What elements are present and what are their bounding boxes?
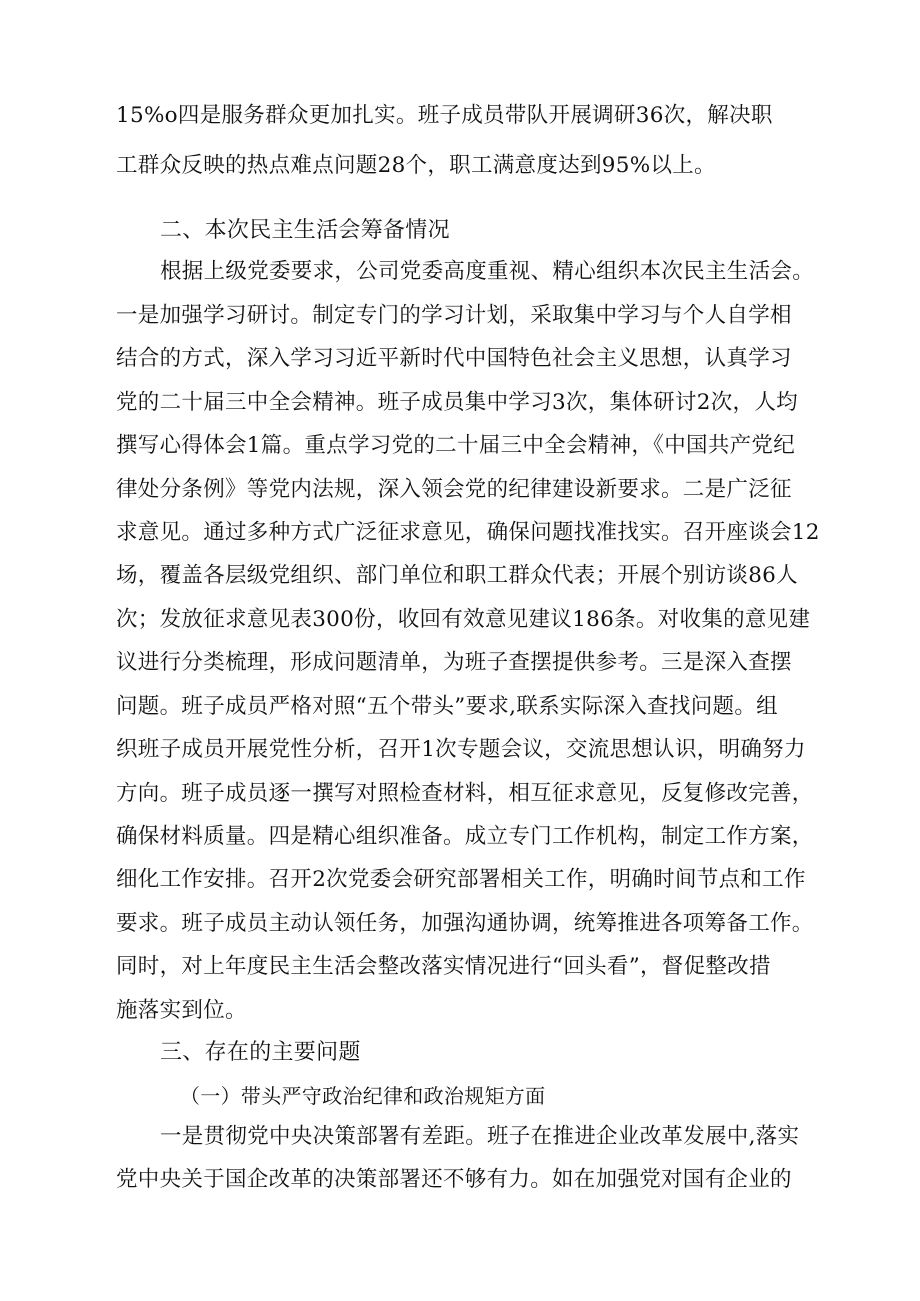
subsection-heading: （一）带头严守政治纪律和政治规矩方面 (180, 1084, 546, 1108)
text-line: 求意见。通过多种方式广泛征求意见，确保问题找准找实。召开座谈会12 (116, 520, 820, 545)
text-line: 次；发放征求意见表300份，收回有效意见建议186条。对收集的意见建 (116, 607, 811, 632)
section-heading-3: 三、存在的主要问题 (160, 1040, 361, 1065)
text-line: 要求。班子成员主动认领任务，加强沟通协调，统筹推进各项筹备工作。 (116, 911, 814, 936)
text-line: 一是加强学习研讨。制定专门的学习计划，采取集中学习与个人自学相 (116, 303, 792, 328)
text-line: 同时，对上年度民主生活会整改落实情况进行“回头看”，督促整改措 (116, 954, 771, 979)
text-line: 撰写心得体会1篇。重点学习党的二十届三中全会精神，《中国共产党纪 (116, 433, 796, 458)
text-line: 党中央关于国企改革的决策部署还不够有力。如在加强党对国有企业的 (116, 1167, 792, 1192)
text-line: 细化工作安排。召开2次党委会研究部署相关工作，明确时间节点和工作 (116, 867, 806, 892)
text-line: 结合的方式，深入学习习近平新时代中国特色社会主义思想，认真学习 (116, 346, 792, 371)
text-line: 律处分条例》等党内法规，深入领会党的纪律建设新要求。二是广泛征 (116, 477, 792, 502)
text-line: 确保材料质量。四是精心组织准备。成立专门工作机构，制定工作方案， (116, 824, 814, 849)
text-line: 施落实到位。 (116, 998, 247, 1023)
text-line: 一是贯彻党中央决策部署有差距。班子在推进企业改革发展中,落实 (160, 1124, 800, 1149)
text-line: 场，覆盖各层级党组织、部门单位和职工群众代表；开展个别访谈86人 (116, 563, 798, 588)
text-line: 议进行分类梳理，形成问题清单，为班子查摆提供参考。三是深入查摆 (116, 650, 792, 675)
text-line: 问题。班子成员严格对照“五个带头”要求,联系实际深入查找问题。组 (116, 694, 778, 719)
text-line: 工群众反映的热点难点问题28个，职工满意度达到95%以上。 (116, 153, 716, 178)
section-heading-2: 二、本次民主生活会筹备情况 (160, 218, 450, 243)
text-line: 方向。班子成员逐一撰写对照检查材料，相互征求意见，反复修改完善， (116, 781, 814, 806)
text-line: 党的二十届三中全会精神。班子成员集中学习3次，集体研讨2次，人均 (116, 390, 798, 415)
text-line: 15%o四是服务群众更加扎实。班子成员带队开展调研36次，解决职 (116, 103, 773, 128)
text-line: 根据上级党委要求，公司党委高度重视、精心组织本次民主生活会。 (160, 259, 815, 284)
text-line: 织班子成员开展党性分析，召开1次专题会议，交流思想认识，明确努力 (116, 737, 806, 762)
